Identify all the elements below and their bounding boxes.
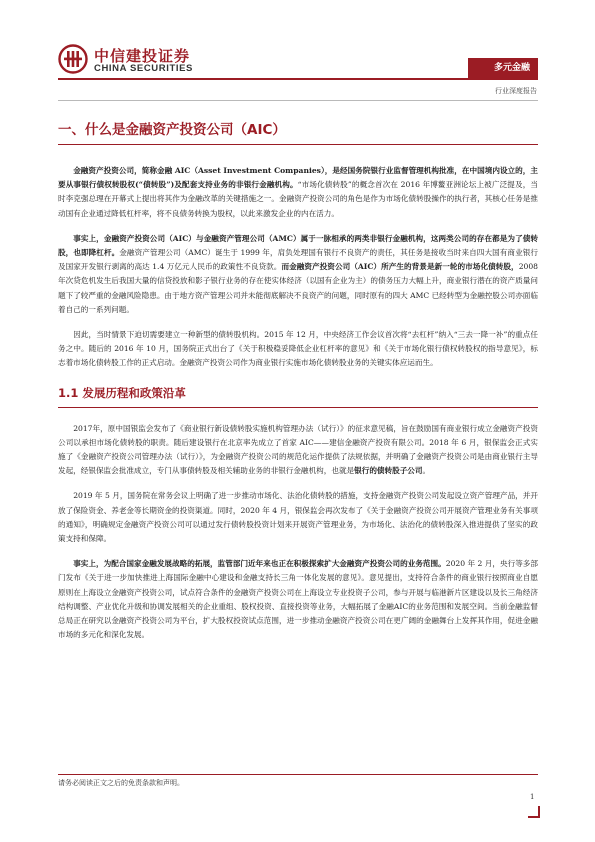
header-divider (58, 78, 538, 80)
paragraph-6-bold: 事实上，为配合国家金融发展战略的拓展，监管部门近年来也正在积极探索扩大金融资产投资公司的业务范围。 (73, 559, 446, 569)
company-logo (58, 44, 208, 76)
paragraph-2-bold-b: 而金融资产投资公司（AIC）所产生的背景是新一轮的市场化债转股， (281, 262, 519, 272)
paragraph-5: 2019 年 5 月，国务院在常务会议上明确了进一步推动市场化、法治化债转股的措施，支持金融资产投资公司发起设立资产管理产品，并开放了保险资金、养老金等长期资金的投资渠道。同时，2020 年 4 月，银保监会再次发布了《关于金融资产投资公司开展资产管理业务有关事项的通知》，明确规定金融资产投资公司可以通过发行债转股投资计划来开展资产管理业务，为市场化、法治化的债转股深入推进提供了坚实的政策支持和保障。 (58, 491, 538, 544)
paragraph-1-bold: 金融资产投资公司，简称金融 AIC（Asset Investment Companies），是经国务院银行业监督管理机构批准，在中国境内设立的，主要从事银行债权转股权(“债转股”)及配套支持业务的非银行金融机构。 (58, 166, 538, 190)
paragraph-2-text-b: 2008 年次贷危机发生后我国大量的信贷投放和影子银行业务的存在使实体经济（以国有企业为主）的债务压力大幅上升，商业银行潜在的资产质量问题下了较严重的金融风险隐患。由于地方资产管理公司并未能彻底解决不良资产的问题，同时原有的四大 AMC 已经转型为金融控股公司亦面临着自己的一系列问题。 (58, 262, 539, 314)
section-tag: 多元金融 (468, 58, 538, 78)
paragraph-4-text-a: 2017年，原中国银监会发布了《商业银行新设债转股实施机构管理办法（试行）》的征求意见稿，旨在鼓励国有商业银行成立金融资产投资公司以承担市场化债转股的职责。随后建设银行在北京率先成立了首家 AIC——建信金融资产投资有限公司。2018 年 6 月，银保监会正式实施了《金融资产投资公司管理办法（试行）》，为金融资产投资公司的规范化运作提供了法规依据，并明确了金融资产投资公司是由商业银行主导发起，经银保监会批准成立，专门从事债转股及相关辅助业务的非银行金融机构，也就是 (58, 423, 538, 476)
paragraph-2 (58, 232, 538, 317)
logo-text-cn: 中信建投证券 (94, 47, 191, 65)
paragraph-2-bold: 事实上，金融资产投资公司（AIC）与金融资产管理公司（AMC）属于一脉相承的两类非银行金融机构，这两类公司的存在都是为了债转股，也即降杠杆。 (58, 233, 538, 258)
footer-divider (58, 774, 538, 775)
page-number: 1 (530, 793, 535, 801)
paragraph-6-text: 2020 年 2 月，央行等多部门发布《关于进一步加快推进上海国际金融中心建设和金融支持长三角一体化发展的意见》。意见提出，支持符合条件的商业银行按照商业自愿原则在上海设立金融资产投资公司，试点符合条件的金融资产投资公司在上海设立专业投资子公司，参与开展与临港新片区建设以及长三角经济结构调整、产业优化升级和协调发展相关的企业重组、股权投资、直接投资等业务，大幅拓展了金融AIC的业务范围和发展空间。当前金融监督总局正在研究以金融资产投资公司为平台，扩大股权投资试点范围，进一步推动金融资产投资公司在更广阔的金融舞台上发挥其作用，促进金融市场的多元化和深化发展。 (58, 559, 538, 640)
paragraph-6 (58, 557, 538, 642)
paragraph-3: 因此，当时情景下迫切需要建立一种新型的债转股机构。2015 年 12 月，中央经济工作会议首次将“去杠杆”纳入“三去一降一补”的重点任务之中。随后的 2016 年 10 月，国务院正式出台了《关于积极稳妥降低企业杠杆率的意见》和《关于市场化银行债权转股权的指导意见》，标志着市场化债转股工作的正式启动。金融资产投资公司作为商业银行实施市场化债转股业务的关键实体应运而生。 (58, 330, 538, 368)
header-subdivider (58, 100, 538, 101)
subsection-title: 1.1 发展历程和政策沿革 (58, 385, 538, 408)
paragraph-4 (58, 422, 538, 479)
paragraph-2-text-a: 金融资产管理公司（AMC）诞生于 1999 年，肩负处理国有银行不良资产的责任，其任务是接收当时来自四大国有商业银行及国家开发银行剥离的高达 1.4 万亿元人民币的政策性不良贷款。 (58, 248, 539, 272)
paragraph-1 (58, 164, 538, 221)
logo-text-en: CHINA SECURITIES (94, 63, 193, 74)
citic-logo-icon (58, 44, 88, 74)
main-content (58, 118, 538, 642)
paragraph-4-bold: 银行的债转股子公司 (354, 466, 423, 476)
disclaimer-note: 请务必阅读正文之后的免责条款和声明。 (58, 779, 184, 787)
paragraph-4-text-b: 。 (422, 466, 431, 476)
report-type-label: 行业深度报告 (495, 87, 537, 95)
section-title: 一、什么是金融资产投资公司（AIC） (58, 118, 538, 145)
corner-mark (528, 806, 540, 818)
paragraph-1-text: “市场化债转股”的概念首次在 2016 年博鳌亚洲论坛上被广泛提及，当时李克强总理在开幕式上提出将其作为金融改革的关键措施之一。金融资产投资公司的角色是作为市场化债转股操作的执行者，其核心任务是推动国有企业通过降低杠杆率，将不良债务转换为股权，以此来激发企业的内在活力。 (58, 180, 538, 218)
